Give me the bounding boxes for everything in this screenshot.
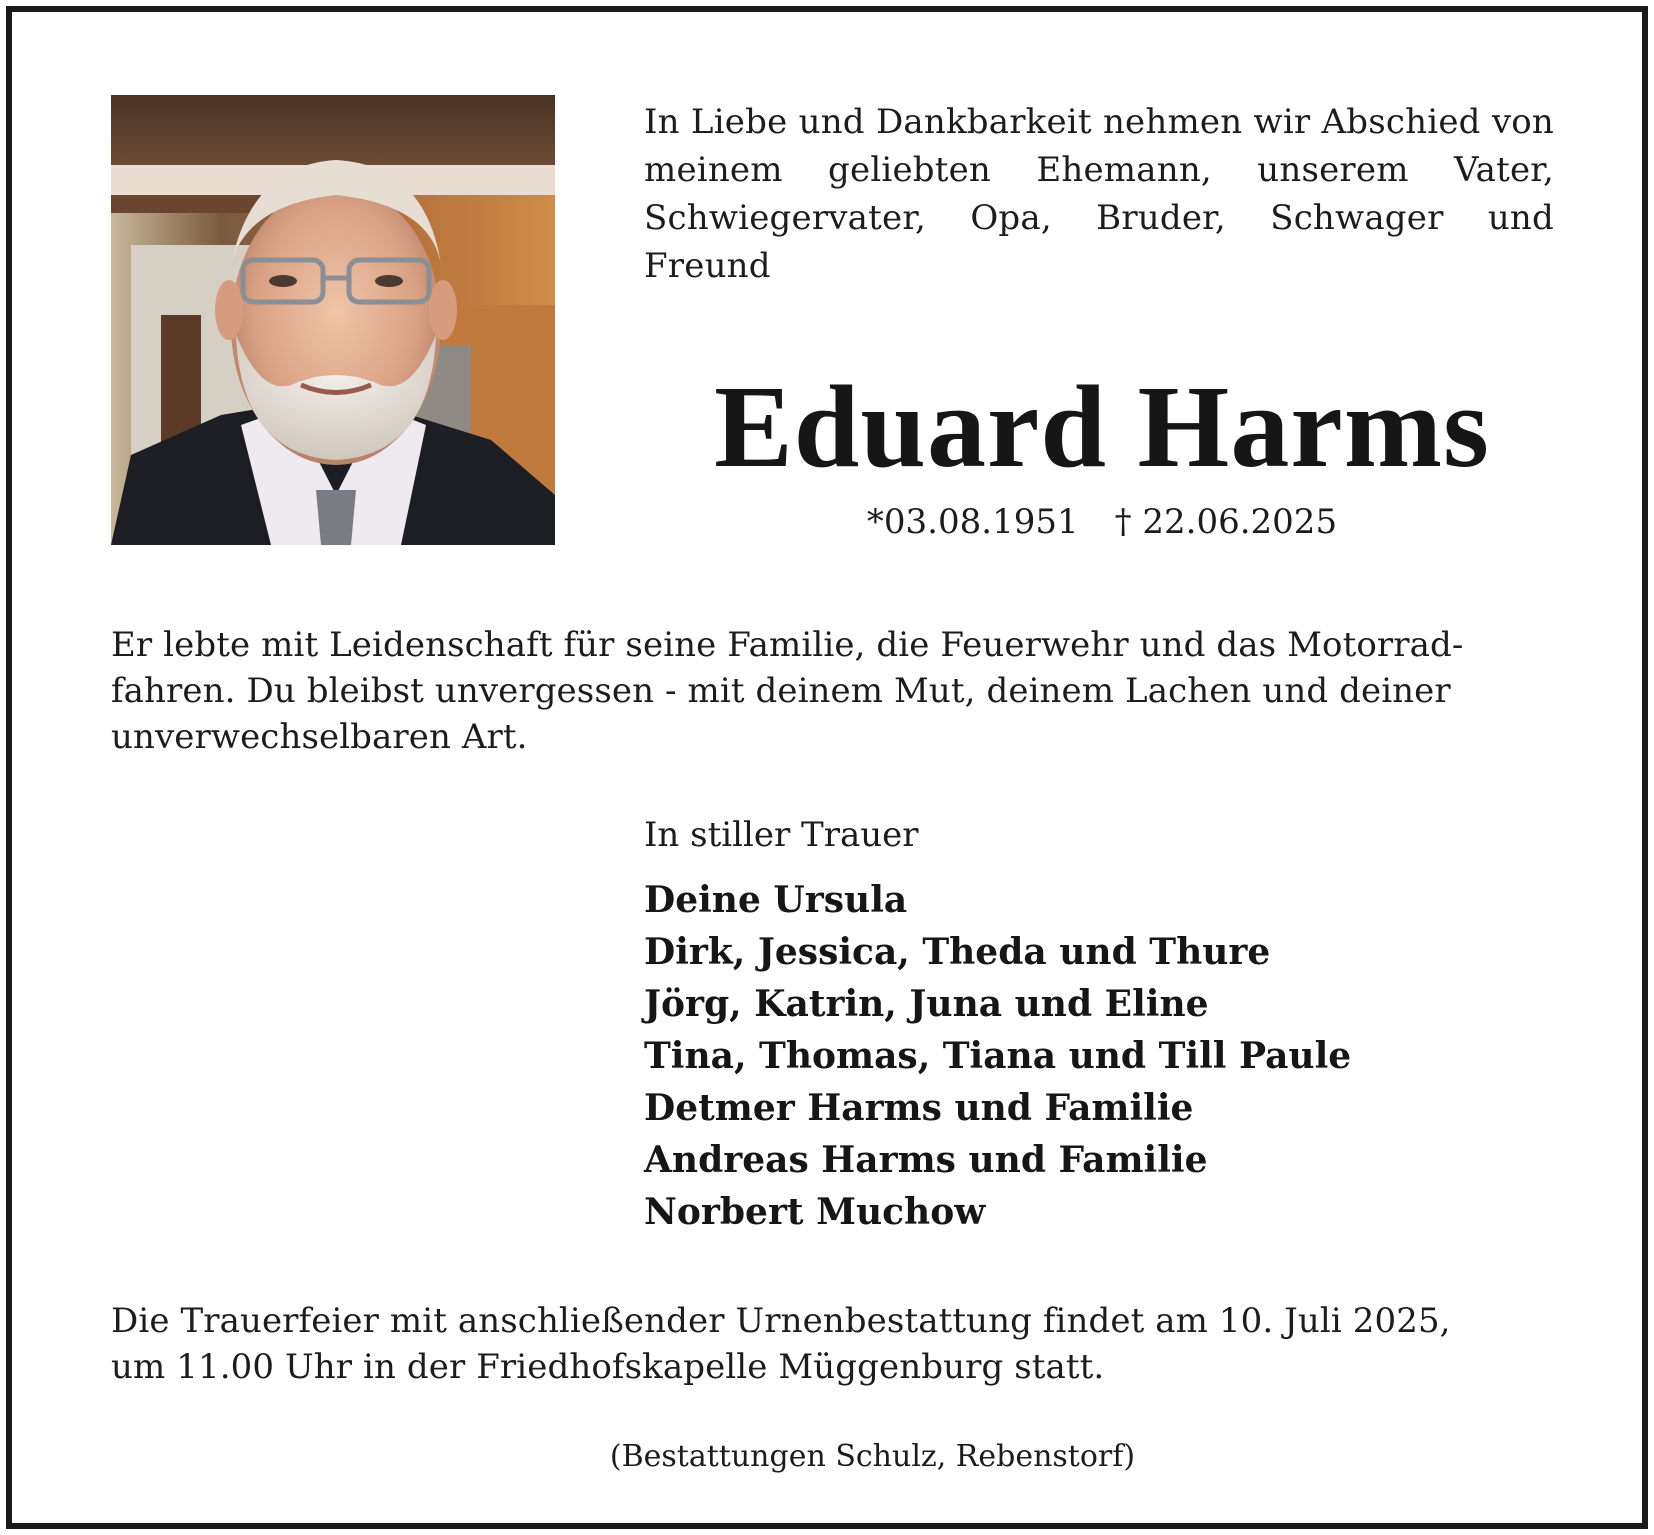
life-dates: [612, 500, 1592, 544]
mourner-name: Tina, Thomas, Tiana und Till Paule: [644, 1035, 1352, 1077]
mourner-name: Deine Ursula: [644, 879, 908, 921]
mourner-name: Andreas Harms und Familie: [644, 1139, 1208, 1181]
portrait-illustration: [111, 95, 555, 545]
ceremony-line: Die Trauerfeier mit anschließender Urnenbestattung findet am 10. Juli 2025,: [111, 1301, 1451, 1341]
mourner-name: Detmer Harms und Familie: [644, 1087, 1194, 1129]
mourners-list: [644, 874, 1584, 1238]
deceased-name: Eduard Harms: [714, 361, 1490, 492]
tribute-line: unverwechselbaren Art.: [111, 717, 528, 757]
portrait-photo: [111, 95, 555, 545]
tribute-line: Er lebte mit Leidenschaft für seine Familie, die Feuerwehr und das Motorrad-: [111, 625, 1464, 665]
obituary-notice: [6, 6, 1648, 1529]
ceremony-line: um 11.00 Uhr in der Friedhofskapelle Müggenburg statt.: [111, 1347, 1105, 1387]
birth-date: *03.08.1951: [866, 502, 1079, 542]
ceremony-info: [111, 1298, 1571, 1390]
tribute-line: fahren. Du bleibst unvergessen - mit deinem Mut, deinem Lachen und deiner: [111, 671, 1451, 711]
death-date: † 22.06.2025: [1114, 502, 1338, 542]
tribute-paragraph: [111, 622, 1554, 760]
intro-text: In Liebe und Dankbarkeit nehmen wir Abschied von meinem geliebten Ehemann, unserem Vater, Schwiegervater, Opa, Bruder, Schwager und Freund: [644, 102, 1554, 286]
mourner-name: Norbert Muchow: [644, 1191, 986, 1233]
undertaker-credit: (Bestattungen Schulz, Rebenstorf): [609, 1439, 1136, 1474]
mourner-name: Dirk, Jessica, Theda und Thure: [644, 931, 1271, 973]
mourner-name: Jörg, Katrin, Juna und Eline: [644, 983, 1209, 1025]
mourning-label: In stiller Trauer: [644, 815, 919, 855]
